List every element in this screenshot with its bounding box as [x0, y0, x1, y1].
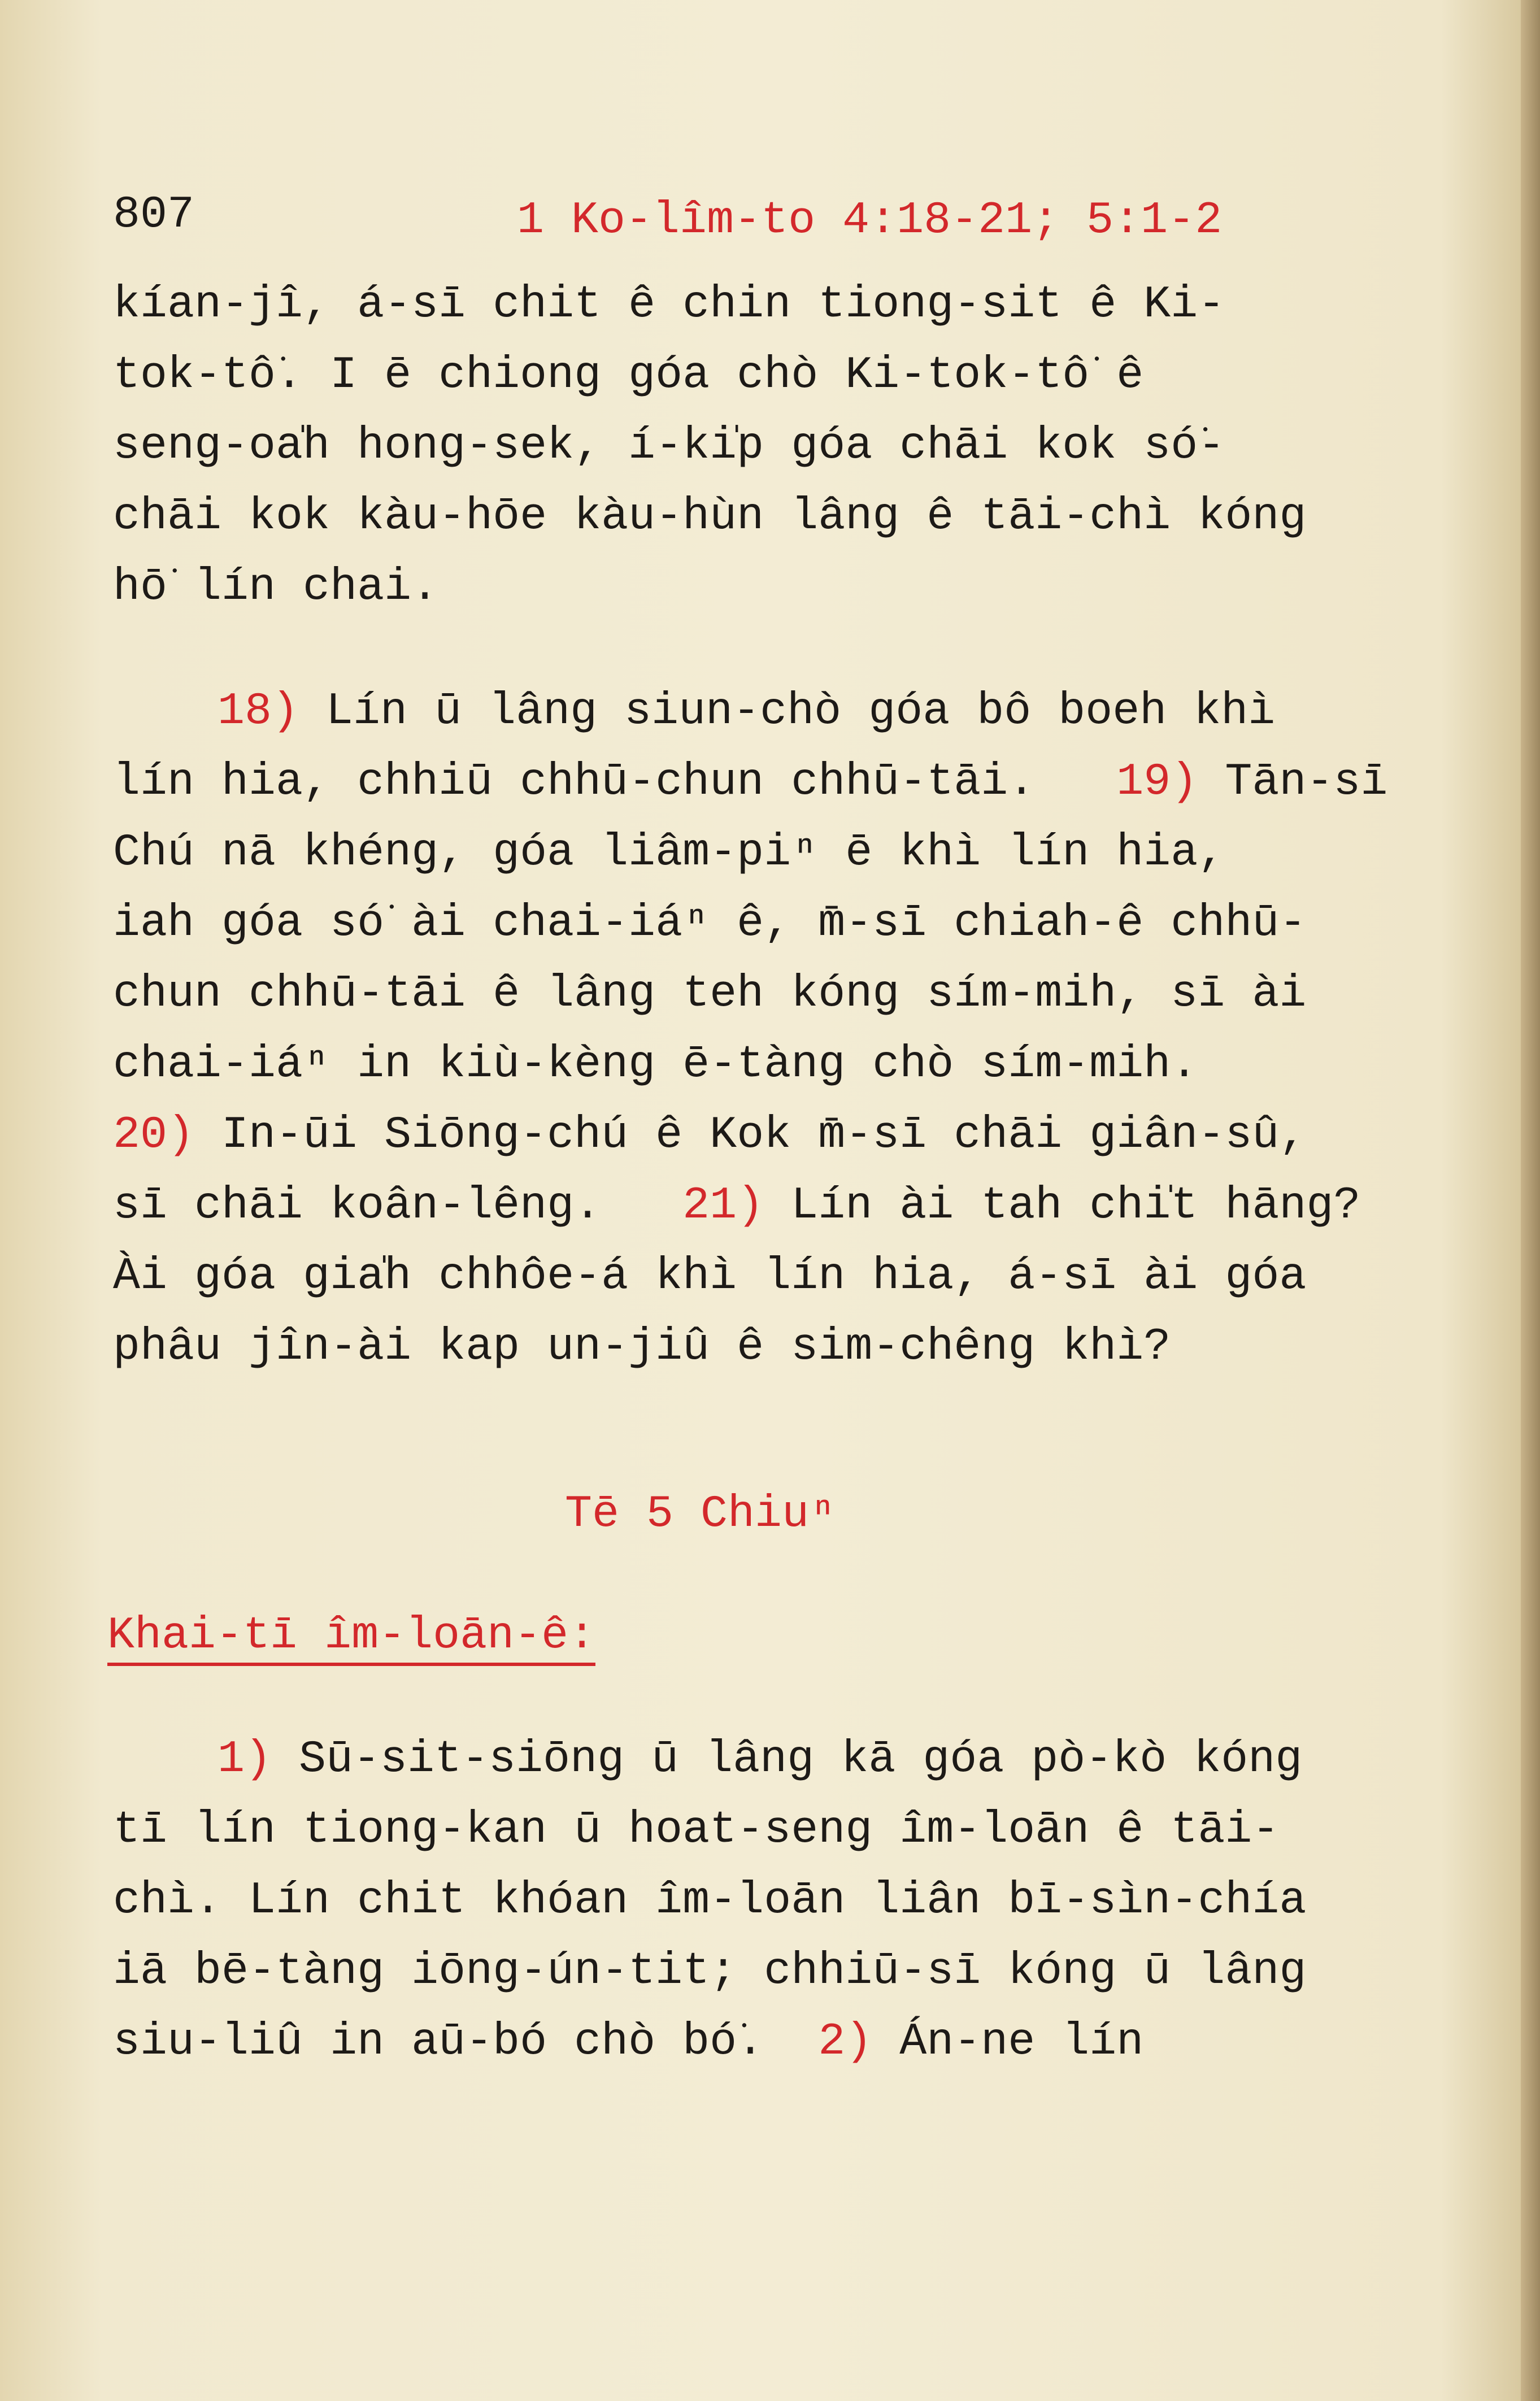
verse-line: [217, 678, 1275, 746]
verse-line: [217, 1726, 1302, 1794]
chapter-heading: Tē 5 Chiuⁿ: [565, 1489, 837, 1540]
verse-line: tī lín tiong-kan ū hoat-seng îm-loān ê tāi-: [113, 1804, 1280, 1856]
verse-line: [113, 1172, 1360, 1240]
verse-text: Lín ū lâng siun-chò góa bô boeh khì: [299, 686, 1276, 737]
text-line: kían-jî, á-sī chit ê chin tiong-sit ê Ki-: [113, 279, 1225, 330]
verse-line: chun chhū-tāi ê lâng teh kóng sím-mih, sī ài: [113, 968, 1307, 1020]
verse-text: In-ūi Siōng-chú ê Kok m̄-sī chāi giân-sû,: [194, 1110, 1307, 1161]
verse-text: lín hia, chhiū chhū-chun chhū-tāi.: [113, 756, 1036, 808]
running-header: 1 Ko-lîm-to 4:18-21; 5:1-2: [517, 195, 1223, 246]
verse-line: phâu jîn-ài kap un-jiû ê sim-chêng khì?: [113, 1321, 1171, 1373]
verse-number: 1): [217, 1734, 272, 1785]
section-heading: Khai-tī îm-loān-ê:: [107, 1610, 595, 1666]
verse-text: Lín ài tah chi̍t hāng?: [764, 1180, 1361, 1232]
verse-text: Sū-sit-siōng ū lâng kā góa pò-kò kóng: [272, 1734, 1303, 1785]
verse-number: 21): [682, 1180, 764, 1232]
verse-line: chai-iáⁿ in kiù-kèng ē-tàng chò sím-mih.: [113, 1039, 1198, 1090]
verse-line: [113, 1102, 1306, 1169]
verse-line: iā bē-tàng iōng-ún-tit; chhiū-sī kóng ū lâng: [113, 1946, 1307, 1997]
verse-text: siu-liû in aū-bó chò bó͘.: [113, 2016, 764, 2068]
verse-text: sī chāi koân-lêng.: [113, 1180, 602, 1232]
page-edge-shadow: [1521, 0, 1540, 2401]
verse-line: Ài góa gia̍h chhôe-á khì lín hia, á-sī ài góa: [113, 1251, 1307, 1302]
page-number: 807: [113, 189, 195, 241]
text-line: hō͘ lín chai.: [113, 562, 439, 613]
verse-text: Tān-sī: [1198, 756, 1388, 808]
verse-line: chì. Lín chit khóan îm-loān liân bī-sìn-chía: [113, 1875, 1307, 1926]
verse-text: Án-ne lín: [872, 2016, 1144, 2068]
verse-line: Chú nā khéng, góa liâm-piⁿ ē khì lín hia,: [113, 827, 1225, 878]
verse-line: [113, 749, 1387, 816]
text-line: tok-tô͘. I ē chiong góa chò Ki-tok-tô͘ ê: [113, 350, 1144, 401]
verse-number: 18): [217, 686, 299, 737]
verse-number: 19): [1116, 756, 1198, 808]
verse-line: iah góa só͘ ài chai-iáⁿ ê, m̄-sī chiah-ê chhū-: [113, 898, 1307, 949]
text-line: seng-oa̍h hong-sek, í-ki̍p góa chāi kok só͘-: [113, 420, 1225, 472]
verse-line: [113, 2008, 1143, 2076]
text-line: chāi kok kàu-hōe kàu-hùn lâng ê tāi-chì kóng: [113, 491, 1307, 542]
verse-number: 2): [818, 2016, 873, 2068]
verse-number: 20): [113, 1110, 195, 1161]
